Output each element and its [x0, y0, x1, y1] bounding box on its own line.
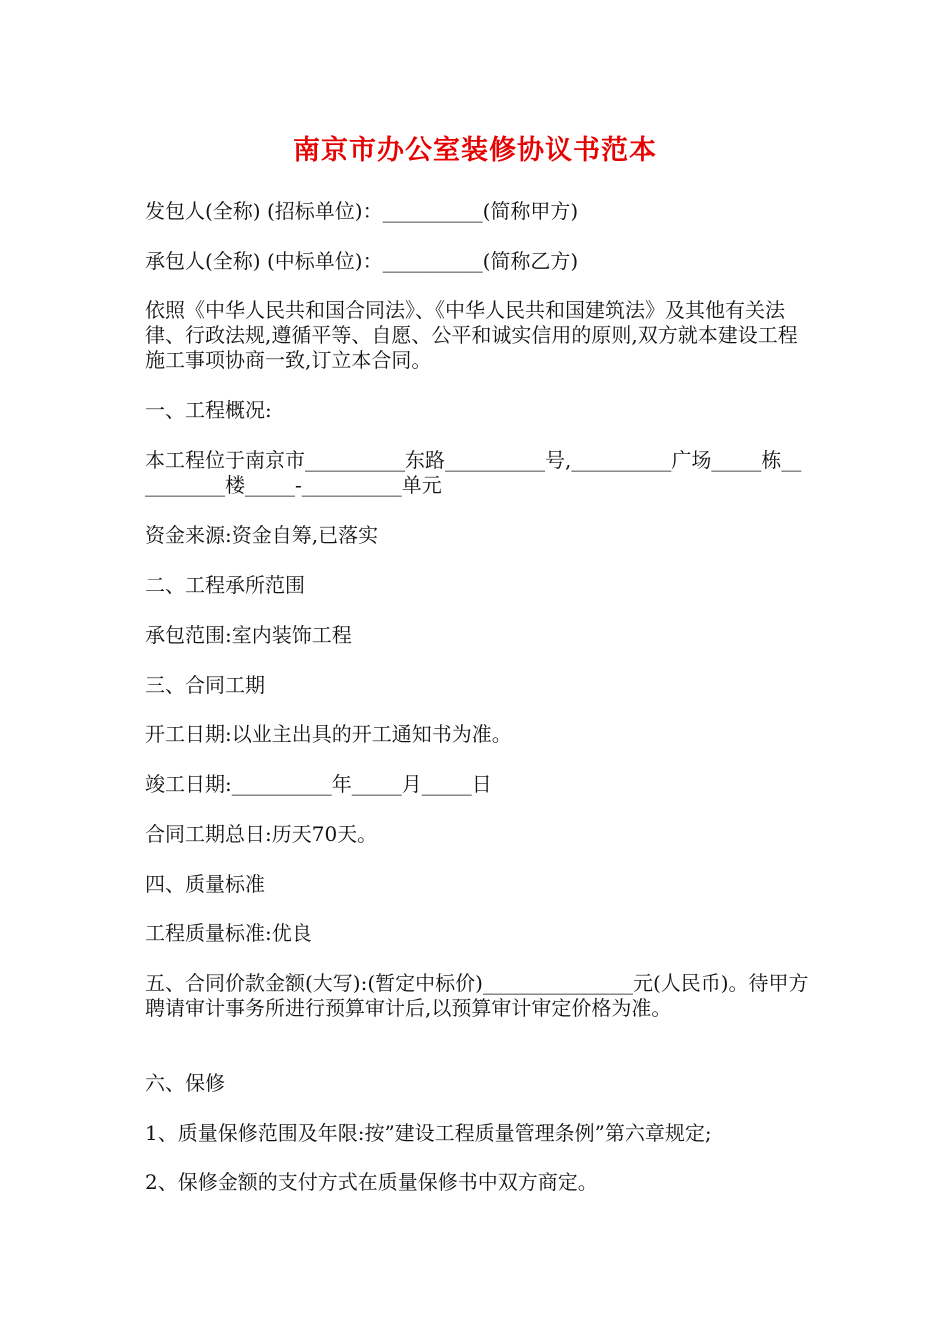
- funding-source-line: 资金来源:资金自筹,已落实: [145, 523, 379, 547]
- section-4-heading: 四、质量标准: [145, 872, 265, 896]
- start-date-line: 开工日期:以业主出具的开工通知书为准。: [145, 722, 512, 746]
- party-a-line: 发包人(全称) (招标单位)：__________(简称甲方): [145, 199, 579, 223]
- completion-date-line: 竣工日期:__________年_____月_____日: [145, 772, 492, 796]
- contract-scope-line: 承包范围:室内装饰工程: [145, 623, 352, 647]
- section-3-heading: 三、合同工期: [145, 673, 265, 697]
- section-1-heading: 一、工程概况:: [145, 398, 272, 422]
- preamble-paragraph: 依照《中华人民共和国合同法》、《中华人民共和国建筑法》及其他有关法律、行政法规,遵循平等、自愿、公平和诚实信用的原则,双方就本建设工程施工事项协商一致,订立本合同。: [145, 298, 798, 372]
- project-location-paragraph: 本工程位于南京市__________东路__________号,__________广场_____栋__________楼_____-__________单元: [145, 448, 802, 497]
- warranty-item-2: 2、保修金额的支付方式在质量保修书中双方商定。: [145, 1170, 598, 1194]
- warranty-item-1: 1、质量保修范围及年限:按”建设工程质量管理条例”第六章规定;: [145, 1121, 712, 1145]
- document-title: 南京市办公室装修协议书范本: [293, 135, 657, 166]
- total-days-line: 合同工期总日:历天70天。: [145, 822, 378, 846]
- section-2-heading: 二、工程承所范围: [145, 573, 305, 597]
- quality-standard-line: 工程质量标准:优良: [145, 921, 312, 945]
- section-5-paragraph: 五、合同价款金额(大写):(暂定中标价)_______________元(人民币)。待甲方聘请审计事务所进行预算审计后,以预算审计审定价格为准。: [145, 971, 809, 1020]
- section-6-heading: 六、保修: [145, 1071, 225, 1095]
- party-b-line: 承包人(全称) (中标单位)：__________(简称乙方): [145, 249, 579, 273]
